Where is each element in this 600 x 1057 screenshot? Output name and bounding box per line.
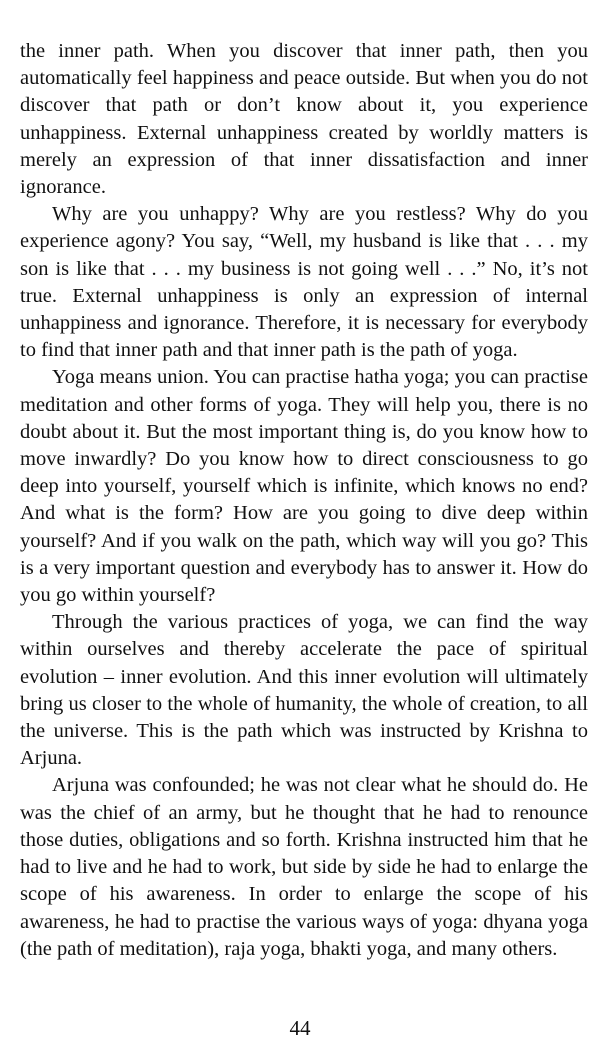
page-number: 44 (289, 1016, 311, 1040)
paragraph-3: Yoga means union. You can practise hatha yoga; you can practise meditation and other forms of yoga. They will help you, there is no doubt about it. But the most important thing is, do you know how to move inwardly? Do you know how to direct consciousness to go deep into yourself, yourself which is infinite, which knows no end? And what is the form? How are you going to dive deep within yourself? And if you walk on the path, which way will you go? This is a very important question and everybody has to answer it. How do you go within yourself? (20, 366, 588, 607)
body-text (20, 0, 588, 963)
paragraph-5: Arjuna was confounded; he was not clear what he should do. He was the chief of an army, but he thought that he had to renounce those duties, obligations and so forth. Krishna instructed him that he had to live and he had to work, but side by side he had to enlarge the scope of his awareness. In order to enlarge the scope of his awareness, he had to practise the various ways of yoga: dhyana yoga (the path of meditation), raja yoga, bhakti yoga, and many others. (20, 774, 588, 960)
book-page (20, 0, 588, 963)
paragraph-1: the inner path. When you discover that inner path, then you automatically feel happiness and peace outside. But when you do not discover that path or don’t know about it, you experience unhappiness. External unhappiness created by worldly matters is merely an expression of that inner dissatisfaction and inner ignorance. (20, 40, 588, 199)
paragraph-2: Why are you unhappy? Why are you restless? Why do you experience agony? You say, “Well, my husband is like that . . . my son is like that . . . my business is not going well . . .” No, it’s not true. External unhappiness is only an expression of internal unhappiness and ignorance. Therefore, it is necessary for everybody to find that inner path and that inner path is the path of yoga. (20, 203, 588, 362)
paragraph-4: Through the various practices of yoga, we can find the way within ourselves and thereby accelerate the pace of spiritual evolution – inner evolution. And this inner evolution will ultimately bring us closer to the whole of humanity, the whole of creation, to all the universe. This is the path which was instructed by Krishna to Arjuna. (20, 611, 588, 770)
